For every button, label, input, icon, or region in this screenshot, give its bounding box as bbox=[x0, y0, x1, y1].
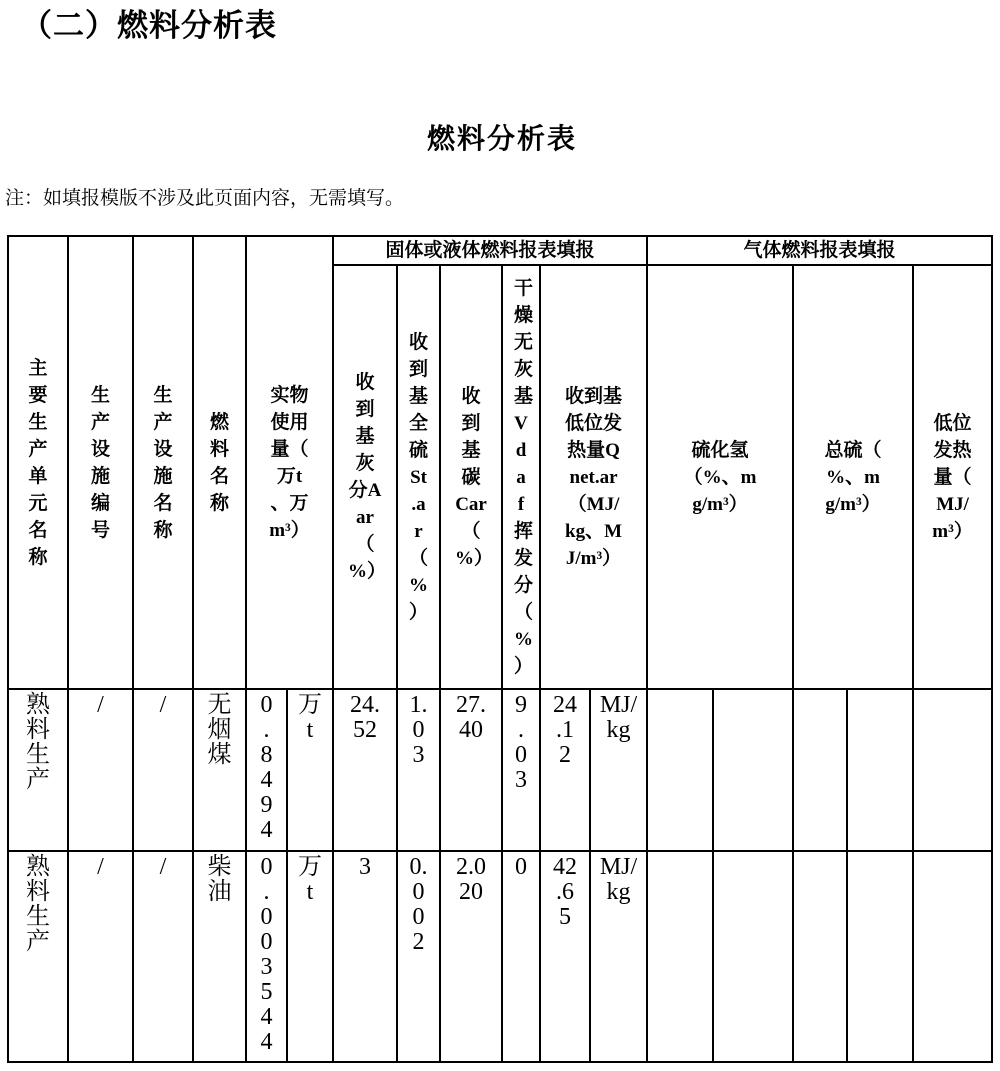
col-header-carbon: 收到基碳Car（%） bbox=[440, 265, 502, 689]
cell-fuel-name: 柴油 bbox=[193, 851, 246, 1062]
cell-total-sulfur-value bbox=[793, 851, 847, 1062]
cell-facility-name: / bbox=[133, 689, 193, 851]
cell-h2s-value bbox=[647, 689, 713, 851]
cell-h2s-unit bbox=[713, 851, 793, 1062]
cell-sulfur: 0.002 bbox=[397, 851, 440, 1062]
col-header-gas-ncv: 低位发热量（MJ/m³） bbox=[913, 265, 992, 689]
cell-usage-value: 0.003544 bbox=[246, 851, 287, 1062]
col-header-total-sulfur: 总硫（%、mg/m³） bbox=[793, 265, 913, 689]
cell-gas-ncv bbox=[913, 689, 992, 851]
cell-ash: 3 bbox=[333, 851, 397, 1062]
cell-usage-value: 0.8494 bbox=[246, 689, 287, 851]
cell-ncv-value: 24.12 bbox=[540, 689, 590, 851]
col-header-facility-name: 生产设施名称 bbox=[133, 236, 193, 689]
col-header-facility-code: 生产设施编号 bbox=[68, 236, 133, 689]
cell-facility-code: / bbox=[68, 851, 133, 1062]
col-header-unit-name: 主要生产单元名称 bbox=[8, 236, 68, 689]
cell-total-sulfur-unit bbox=[847, 851, 913, 1062]
cell-usage-unit: 万t bbox=[287, 689, 333, 851]
cell-gas-ncv bbox=[913, 851, 992, 1062]
col-header-usage: 实物使用量（万t、万m³） bbox=[246, 236, 333, 689]
cell-total-sulfur-value bbox=[793, 689, 847, 851]
cell-ncv-unit: MJ/kg bbox=[590, 689, 647, 851]
cell-ncv-value: 42.65 bbox=[540, 851, 590, 1062]
col-header-sulfur: 收到基全硫St.ar（%） bbox=[397, 265, 440, 689]
table-row bbox=[8, 851, 992, 1062]
group-header-gas: 气体燃料报表填报 bbox=[647, 236, 992, 265]
cell-usage-unit: 万t bbox=[287, 851, 333, 1062]
cell-volatile: 0 bbox=[502, 851, 540, 1062]
fuel-analysis-table bbox=[7, 235, 993, 1063]
cell-total-sulfur-unit bbox=[847, 689, 913, 851]
cell-h2s-value bbox=[647, 851, 713, 1062]
col-header-fuel-name: 燃料名称 bbox=[193, 236, 246, 689]
cell-fuel-name: 无烟煤 bbox=[193, 689, 246, 851]
section-heading: （二）燃料分析表 bbox=[21, 8, 277, 43]
col-header-volatile: 干燥无灰基Vdaf挥发分（%） bbox=[502, 265, 540, 689]
cell-facility-name: / bbox=[133, 851, 193, 1062]
cell-unit-name: 熟料生产 bbox=[8, 851, 68, 1062]
group-header-solid-liquid: 固体或液体燃料报表填报 bbox=[333, 236, 647, 265]
col-header-ash: 收到基灰分Aar（%） bbox=[333, 265, 397, 689]
cell-carbon: 27.40 bbox=[440, 689, 502, 851]
cell-volatile: 9.03 bbox=[502, 689, 540, 851]
cell-h2s-unit bbox=[713, 689, 793, 851]
cell-ash: 24.52 bbox=[333, 689, 397, 851]
col-header-h2s: 硫化氢（%、mg/m³） bbox=[647, 265, 793, 689]
header-group-row bbox=[8, 236, 992, 265]
cell-sulfur: 1.03 bbox=[397, 689, 440, 851]
col-header-ncv: 收到基低位发热量Qnet.ar（MJ/kg、MJ/m³） bbox=[540, 265, 647, 689]
table-title: 燃料分析表 bbox=[426, 124, 577, 155]
cell-carbon: 2.020 bbox=[440, 851, 502, 1062]
note-text: 注：如填报模版不涉及此页面内容，无需填写。 bbox=[5, 188, 405, 209]
cell-facility-code: / bbox=[68, 689, 133, 851]
cell-ncv-unit: MJ/kg bbox=[590, 851, 647, 1062]
table-row bbox=[8, 689, 992, 851]
cell-unit-name: 熟料生产 bbox=[8, 689, 68, 851]
